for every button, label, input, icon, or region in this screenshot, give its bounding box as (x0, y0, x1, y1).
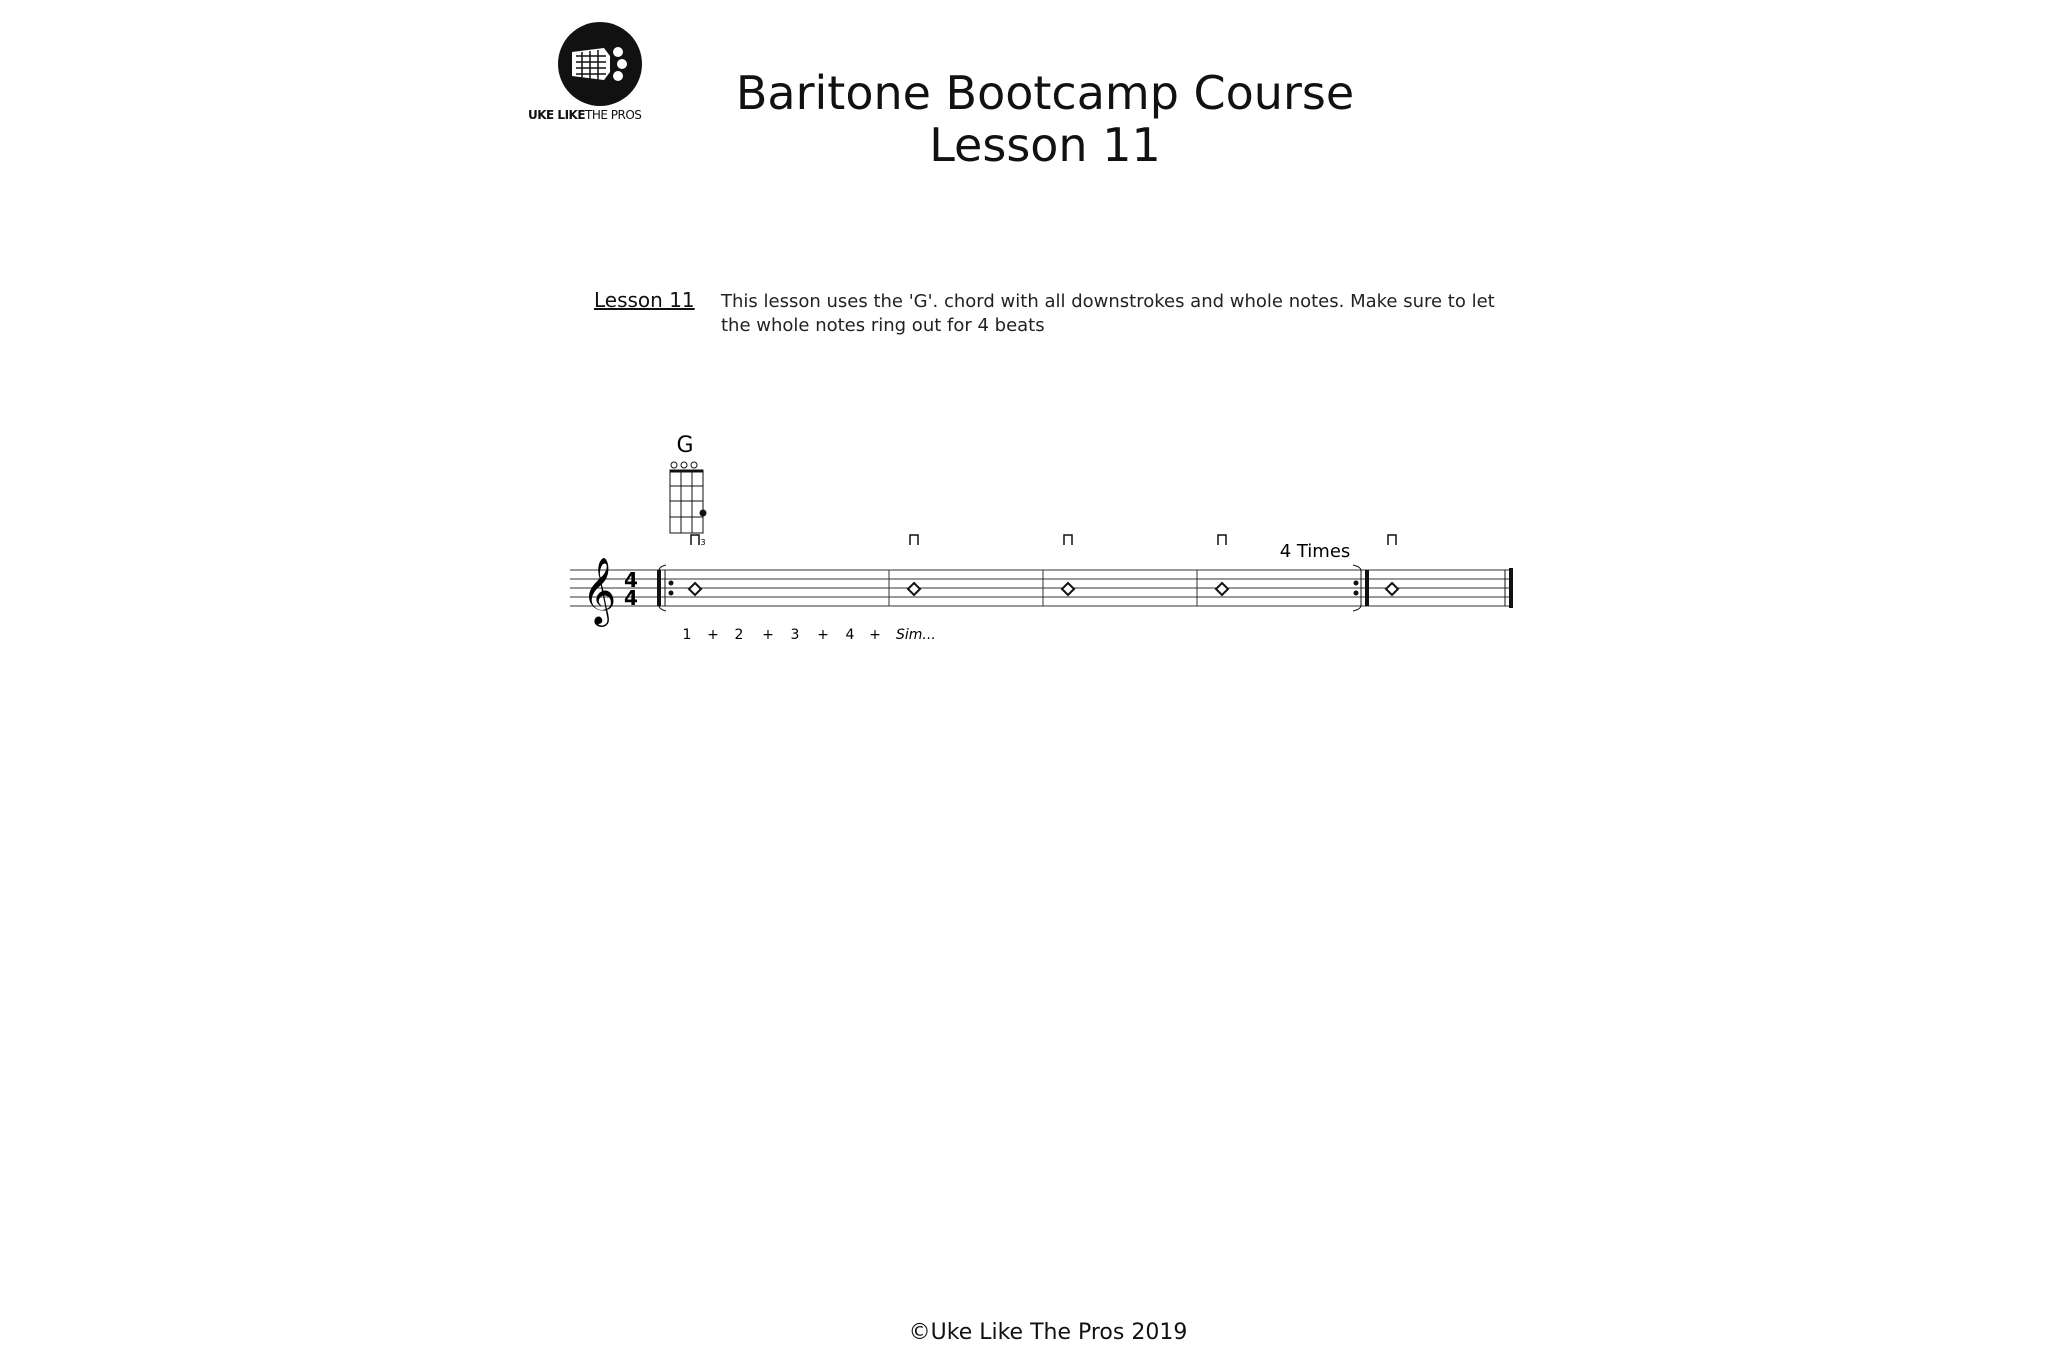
finger-dot (700, 510, 707, 517)
count-label: + (817, 627, 829, 643)
count-label: 4 (845, 627, 855, 643)
open-string-marker (691, 462, 697, 468)
downstroke-icon (1218, 535, 1226, 545)
staff (570, 570, 1512, 606)
downstroke-icon (910, 535, 918, 545)
whole-note (1386, 535, 1398, 595)
strum-notation (570, 425, 1530, 655)
time-signature-bottom: 4 (624, 586, 638, 610)
count-label: 3 (790, 627, 800, 643)
page-title: Baritone Bootcamp Course (735, 66, 1355, 120)
time-signature-top: 4 (624, 568, 638, 592)
simile-label: Sim... (896, 627, 936, 643)
chord-fret-label: 3 (700, 538, 706, 547)
count-label: 2 (734, 627, 744, 643)
logo-brand-bold: UKE LIKE (528, 108, 586, 122)
lesson-description: This lesson uses the 'G'. chord with all downstrokes and whole notes. Make sure to let the whole notes ring out for 4 beats (721, 291, 1495, 336)
whole-note (1062, 535, 1074, 595)
treble-clef-icon: 𝄞 (582, 556, 617, 624)
lesson-label: Lesson 11 (594, 288, 695, 312)
copyright-footer: ©Uke Like The Pros 2019 (908, 1320, 1188, 1345)
chord-open-strings (671, 462, 697, 468)
downstroke-icon (691, 535, 699, 545)
whole-note (1216, 535, 1228, 595)
whole-note (908, 535, 920, 595)
chord-name: G (676, 433, 694, 458)
chord-diagram (670, 470, 703, 533)
whole-note (689, 535, 701, 595)
repeat-count-label: 4 Times (1279, 541, 1351, 562)
page-subtitle: Lesson 11 (929, 118, 1161, 172)
count-label: + (869, 627, 881, 643)
open-string-marker (681, 462, 687, 468)
downstroke-icon (1388, 535, 1396, 545)
count-labels (683, 627, 881, 643)
count-label: 1 (682, 627, 692, 643)
logo-brand-light: THE PROS (585, 108, 642, 122)
downstroke-icon (1064, 535, 1072, 545)
open-string-marker (671, 462, 677, 468)
count-label: + (707, 627, 719, 643)
count-label: + (762, 627, 774, 643)
